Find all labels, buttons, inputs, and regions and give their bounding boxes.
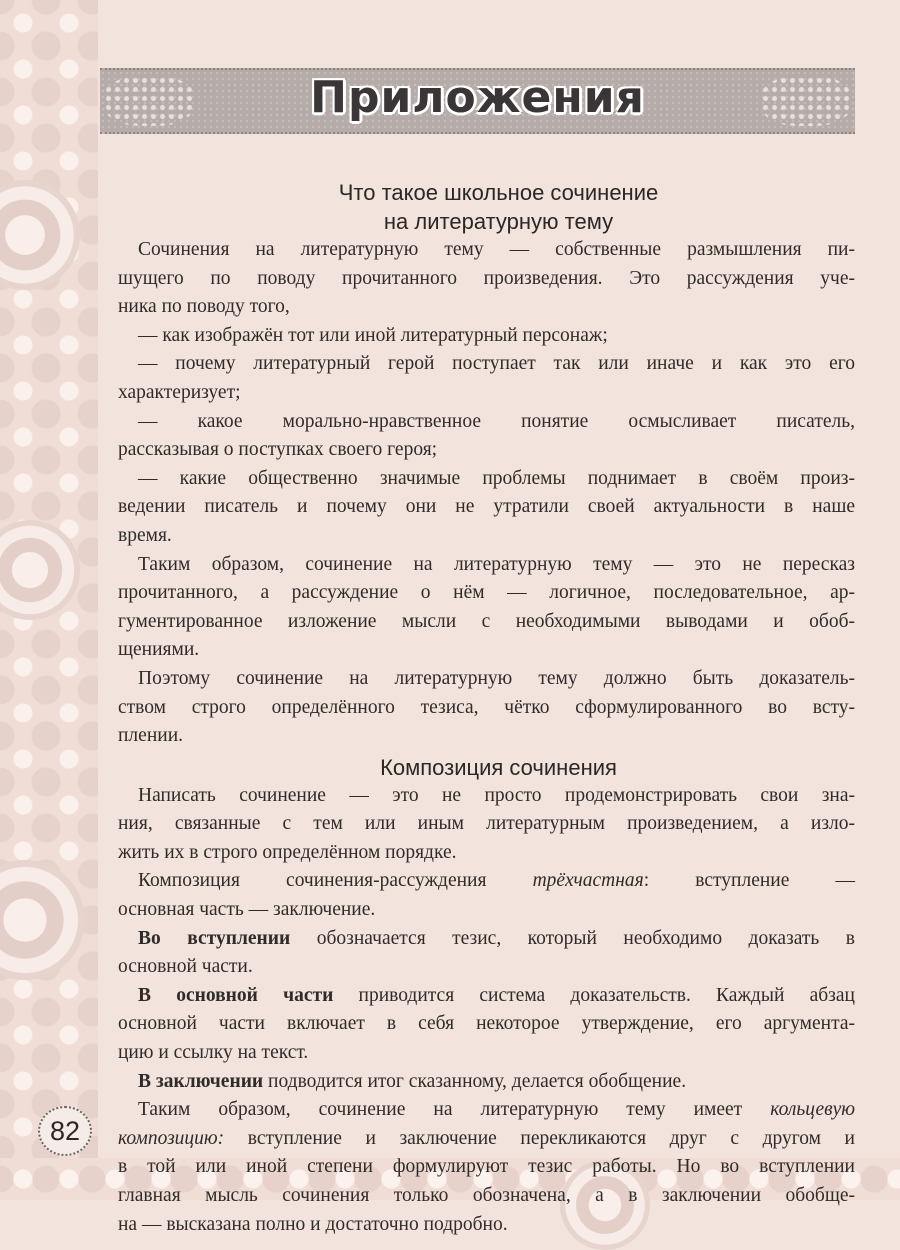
paragraph [118,867,855,924]
bold-term: Во вступлении [138,927,291,949]
paragraph [118,408,855,465]
text-line: в той или иной степени формулируют тезис работы. Но во вступлении [118,1156,855,1178]
text-line: Поэтому сочинение на литературную тему должно быть доказатель- [138,667,855,689]
paragraph [118,350,855,407]
italic-term: трёхчастная [532,870,644,892]
paragraph [118,1068,855,1097]
section-heading [118,753,855,782]
text-line: Написать сочинение — это не просто продемонстрировать свои зна- [138,784,855,806]
text-line: прочитанного, а рассуждение о нём — логичное, последовательное, ар- [118,582,855,604]
text-line: время. [118,524,172,546]
paragraph [118,665,855,751]
text-line [118,1096,855,1125]
paragraph [118,322,855,351]
section-banner [100,68,855,134]
page-number: 82 [38,1106,92,1156]
italic-term: композицию: [118,1127,225,1149]
italic-term: кольцевую [770,1099,855,1121]
text-line: рассказывая о поступках своего героя; [118,439,438,461]
text-line: щениями. [118,639,200,661]
paragraph [118,782,855,868]
text-run: вступление и заключение перекликаются друг с другом и [224,1127,855,1149]
text-run: : вступление — [643,870,855,892]
text-line: ведении писатель и почему они не утратили своей актуальности в наше [118,496,855,518]
text-line: — почему литературный герой поступает так или иначе и как это его [138,353,855,375]
paragraph [118,551,855,665]
text-line: Таким образом, сочинение на литературную тему — это не пересказ [138,553,855,575]
banner-title: Приложения [310,72,645,123]
text-line: основная часть — заключение. [118,899,376,921]
text-line [118,867,855,896]
text-line: основной части включает в себя некоторое утверждение, его аргумента- [118,1013,855,1035]
text-run: приводится система доказательств. Каждый абзац [333,984,855,1006]
text-run: Композиция сочинения-рассуждения [138,870,533,892]
text-line: основной части. [118,956,253,978]
article-body [118,178,855,1239]
text-line: — как изображён тот или иной литературный персонаж; [138,324,608,346]
text-line: характеризует; [118,381,241,403]
text-line: ния, связанные с тем или иным литературным произведением, а изло- [118,813,855,835]
section-heading [118,178,855,236]
text-run: подводится итог сказанному, делается обобщение. [263,1070,687,1092]
paragraph [118,236,855,322]
text-line: — какое морально-нравственное понятие осмысливает писатель, [138,410,855,432]
text-line: гументированное изложение мысли с необходимыми выводами и обоб- [118,610,855,632]
text-line: шущего по поводу прочитанного произведения. Это рассуждения уче- [118,267,855,289]
paragraph [118,1096,855,1239]
text-run: обозначается тезис, который необходимо доказать в [290,927,855,949]
text-line [118,1125,855,1154]
section-heading-line: Что такое школьное сочинение [338,180,659,205]
text-line: жить их в строго определённом порядке. [118,841,457,863]
text-run: Таким образом, сочинение на литературную тему имеет [138,1099,771,1121]
text-line [118,1068,855,1097]
text-line: цию и ссылку на текст. [118,1042,309,1064]
section-heading-line: Композиция сочинения [380,754,617,780]
paragraph [118,982,855,1068]
text-line: на — высказана полно и достаточно подробно. [118,1213,508,1235]
bold-term: В основной части [138,984,334,1006]
text-line [118,925,855,954]
text-line [118,982,855,1011]
text-line: ством строго определённого тезиса, чётко сформулированного во всту- [118,696,855,718]
text-line: ника по поводу того, [118,296,290,318]
paragraph [118,925,855,982]
section-heading-line: на литературную тему [383,209,614,234]
text-line: главная мысль сочинения только обозначена, а в заключении обобще- [118,1185,855,1206]
bold-term: В заключении [138,1070,264,1092]
text-line: — какие общественно значимые проблемы поднимает в своём произ- [138,467,855,489]
text-line: плении. [118,725,184,747]
paragraph [118,465,855,551]
text-line: Сочинения на литературную тему — собственные размышления пи- [138,239,855,260]
